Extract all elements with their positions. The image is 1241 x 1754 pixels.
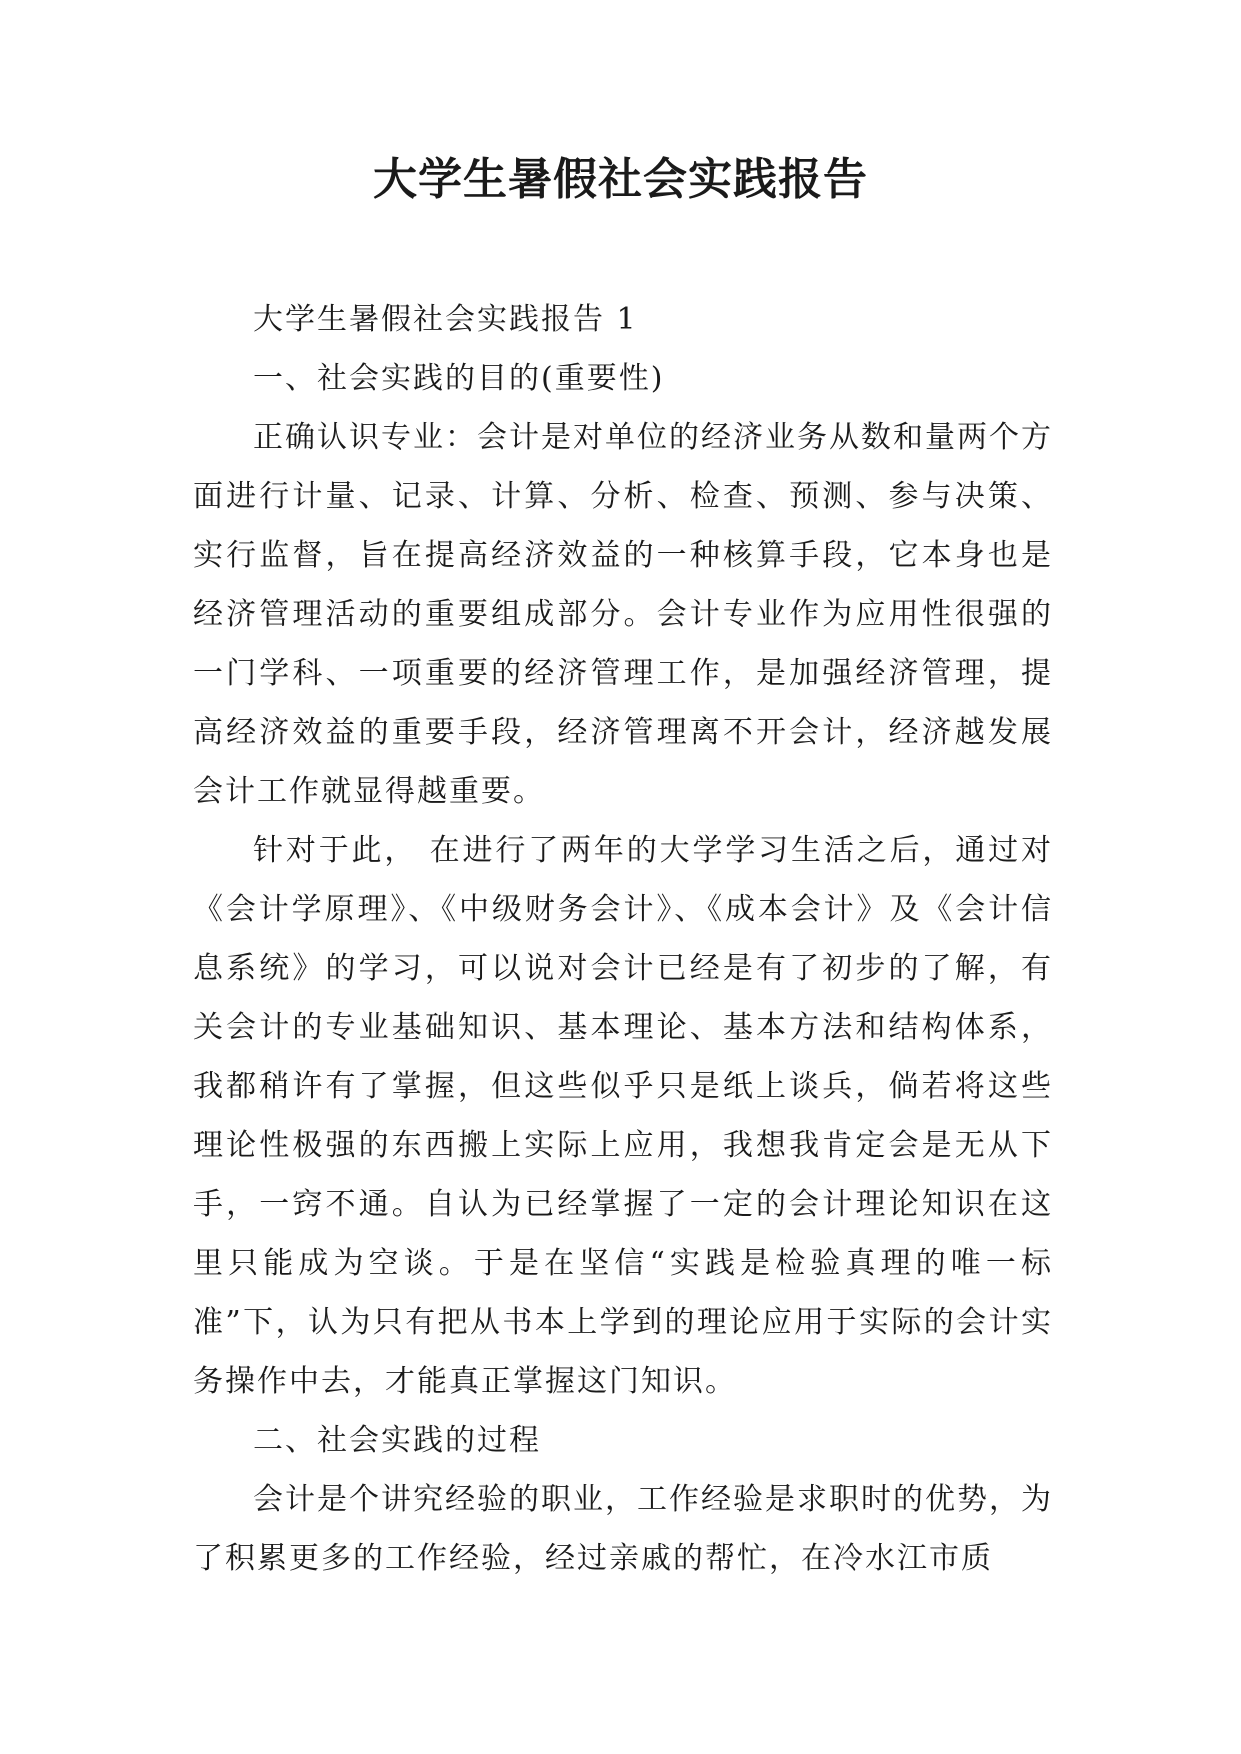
section-heading: 一、社会实践的目的(重要性)	[253, 361, 665, 396]
document-body	[193, 290, 1053, 1588]
section-heading: 大学生暑假社会实践报告 1	[253, 302, 638, 337]
body-paragraph: 正确认识专业：会计是对单位的经济业务从数和量两个方面进行计量、记录、计算、分析、检查、预测、参与决策、实行监督，旨在提高经济效益的一种核算手段，它本身也是经济管理活动的重要组成部分。会计专业作为应用性很强的一门学科、一项重要的经济管理工作，是加强经济管理，提高经济效益的重要手段，经济管理离不开会计，经济越发展会计工作就显得越重要。	[193, 420, 1053, 809]
body-paragraph: 针对于此， 在进行了两年的大学学习生活之后，通过对《会计学原理》、《中级财务会计》、《成本会计》及《会计信息系统》的学习，可以说对会计已经是有了初步的了解，有关会计的专业基础知识、基本理论、基本方法和结构体系，我都稍许有了掌握，但这些似乎只是纸上谈兵，倘若将这些理论性极强的东西搬上实际上应用，我想我肯定会是无从下手，一窍不通。自认为已经掌握了一定的会计理论知识在这里只能成为空谈。于是在坚信“实践是检验真理的唯一标准”下，认为只有把从书本上学到的理论应用于实际的会计实务操作中去，才能真正掌握这门知识。	[193, 833, 1053, 1399]
section-heading: 二、社会实践的过程	[253, 1423, 541, 1458]
body-paragraph: 会计是个讲究经验的职业，工作经验是求职时的优势，为了积累更多的工作经验，经过亲戚的帮忙，在冷水江市质	[193, 1482, 1053, 1576]
document-title: 大学生暑假社会实践报告	[373, 154, 868, 205]
